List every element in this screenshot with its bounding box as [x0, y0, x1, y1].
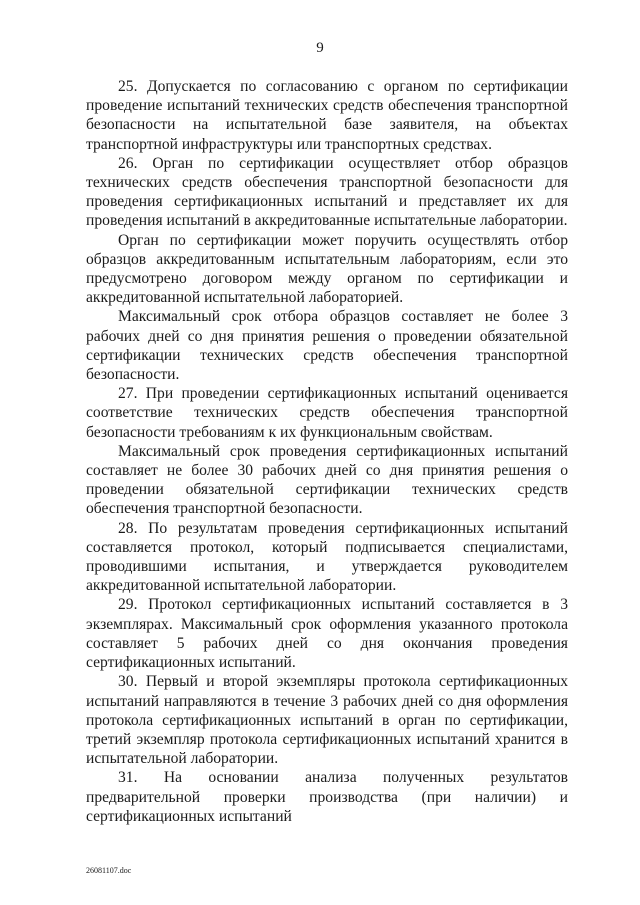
page-number: 9	[316, 40, 324, 56]
paragraph-26-max-term: Максимальный срок отбора образцов составляет не более 3 рабочих дней со дня принятия решения о проведении обязательной сертификации технических средств обеспечения транспортной безопасности.	[86, 308, 568, 384]
document-body	[86, 77, 568, 826]
paragraph-31: 31. На основании анализа полученных результатов предварительной проверки производства (при наличии) и сертификационных испытаний	[86, 769, 568, 825]
paragraph-28: 28. По результатам проведения сертификационных испытаний составляется протокол, который подписывается специалистами, проводившими испытания, и утверждается руководителем аккредитованной испытательной лаборатории.	[86, 519, 568, 595]
paragraph-26: 26. Орган по сертификации осуществляет отбор образцов технических средств обеспечения транспортной безопасности для проведения сертификационных испытаний и представляет их для проведения испытаний в аккредитованные испытательные лаборатории.	[86, 154, 568, 230]
footer-filename: 26081107.doc	[86, 866, 132, 875]
paragraph-25: 25. Допускается по согласованию с органом по сертификации проведение испытаний технических средств обеспечения транспортной безопасности на испытательной базе заявителя, на объектах транспортной инфраструктуры или транспортных средствах.	[86, 78, 568, 153]
paragraph-26-delegation: Орган по сертификации может поручить осуществлять отбор образцов аккредитованным испытательным лабораториям, если это предусмотрено договором между органом по сертификации и аккредитованной испытательной лабораторией.	[86, 231, 568, 307]
paragraph-29: 29. Протокол сертификационных испытаний составляется в 3 экземплярах. Максимальный срок оформления указанного протокола составляет 5 рабочих дней со дня окончания проведения сертификационных испытаний.	[86, 596, 568, 672]
paragraph-30: 30. Первый и второй экземпляры протокола сертификационных испытаний направляются в течение 3 рабочих дней со дня оформления протокола сертификационных испытаний в орган по сертификации, третий экземпляр протокола сертификационных испытаний хранится в испытательной лаборатории.	[86, 673, 568, 768]
paragraph-27: 27. При проведении сертификационных испытаний оценивается соответствие технических средств обеспечения транспортной безопасности требованиям к их функциональным свойствам.	[86, 385, 568, 441]
paragraph-27-max-term: Максимальный срок проведения сертификационных испытаний составляет не более 30 рабочих дней со дня принятия решения о проведении обязательной сертификации технических средств обеспечения транспортной безопасности.	[86, 442, 568, 518]
